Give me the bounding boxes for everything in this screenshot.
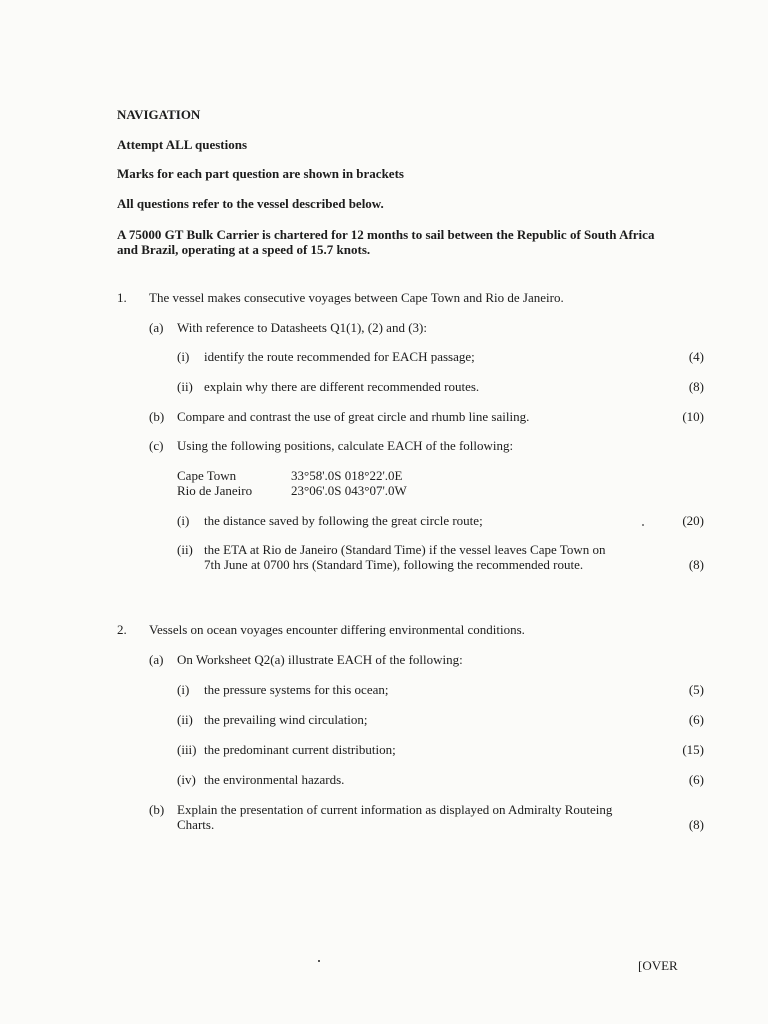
q2a-item-label: (iii) [177, 742, 197, 757]
q2b-line2: Charts. [177, 817, 215, 832]
q2a-item-text: the prevailing wind circulation; [204, 712, 368, 727]
scan-speck [318, 960, 320, 962]
instruction-attempt-all: Attempt ALL questions [117, 137, 248, 152]
q1a-text: With reference to Datasheets Q1(1), (2) and (3): [177, 320, 427, 335]
q2b-line1: Explain the presentation of current information as displayed on Admiralty Routeing [177, 802, 613, 817]
q1a-i-label: (i) [177, 349, 190, 364]
q1c-text: Using the following positions, calculate EACH of the following: [177, 438, 514, 453]
vessel-description-line2: and Brazil, operating at a speed of 15.7 knots. [117, 242, 371, 257]
position-coords: 33°58'.0S 018°22'.0E [291, 468, 403, 483]
q2b-label: (b) [149, 802, 165, 817]
q1b-text: Compare and contrast the use of great circle and rhumb line sailing. [177, 409, 530, 424]
q1c-ii-label: (ii) [177, 542, 193, 557]
instruction-marks: Marks for each part question are shown in brackets [117, 166, 404, 181]
q2a-item-marks: (6) [688, 772, 704, 787]
q2a-item-label: (iv) [177, 772, 196, 787]
position-place: Rio de Janeiro [177, 483, 253, 498]
q1b-marks: (10) [682, 409, 704, 424]
q1c-i-label: (i) [177, 513, 190, 528]
page-title: NAVIGATION [117, 107, 201, 122]
q2a-item-text: the pressure systems for this ocean; [204, 682, 389, 697]
q1b-label: (b) [149, 409, 165, 424]
q2a-text: On Worksheet Q2(a) illustrate EACH of the following: [177, 652, 463, 667]
q2a-label: (a) [149, 652, 164, 667]
q2b-marks: (8) [688, 817, 704, 832]
q2a-item-text: the environmental hazards. [204, 772, 345, 787]
q1-text: The vessel makes consecutive voyages between Cape Town and Rio de Janeiro. [149, 290, 564, 305]
q2-text: Vessels on ocean voyages encounter differing environmental conditions. [149, 622, 525, 637]
q1c-ii-line1: the ETA at Rio de Janeiro (Standard Time) if the vessel leaves Cape Town on [204, 542, 606, 557]
q2-number: 2. [117, 622, 127, 637]
q2a-item-label: (i) [177, 682, 190, 697]
q2a-item-marks: (6) [688, 712, 704, 727]
q1a-i-marks: (4) [688, 349, 704, 364]
q1a-ii-label: (ii) [177, 379, 193, 394]
q1a-ii-marks: (8) [688, 379, 704, 394]
instruction-vessel: All questions refer to the vessel described below. [117, 196, 384, 211]
position-coords: 23°06'.0S 043°07'.0W [291, 483, 407, 498]
q1c-ii-line2: 7th June at 0700 hrs (Standard Time), following the recommended route. [204, 557, 584, 572]
position-place: Cape Town [177, 468, 237, 483]
q2a-item-text: the predominant current distribution; [204, 742, 396, 757]
q1a-ii-text: explain why there are different recommended routes. [204, 379, 480, 394]
scan-speck [642, 524, 644, 526]
q1a-label: (a) [149, 320, 164, 335]
q1c-ii-marks: (8) [688, 557, 704, 572]
q1c-i-text: the distance saved by following the great circle route; [204, 513, 483, 528]
q2a-item-marks: (15) [682, 742, 704, 757]
over-label: [OVER [638, 958, 678, 973]
q1-number: 1. [117, 290, 127, 305]
q2a-item-label: (ii) [177, 712, 193, 727]
vessel-description-line1: A 75000 GT Bulk Carrier is chartered for 12 months to sail between the Republic of South Africa [117, 227, 655, 242]
q1c-label: (c) [149, 438, 164, 453]
q1a-i-text: identify the route recommended for EACH passage; [204, 349, 475, 364]
q2a-item-marks: (5) [688, 682, 704, 697]
q1c-i-marks: (20) [682, 513, 704, 528]
